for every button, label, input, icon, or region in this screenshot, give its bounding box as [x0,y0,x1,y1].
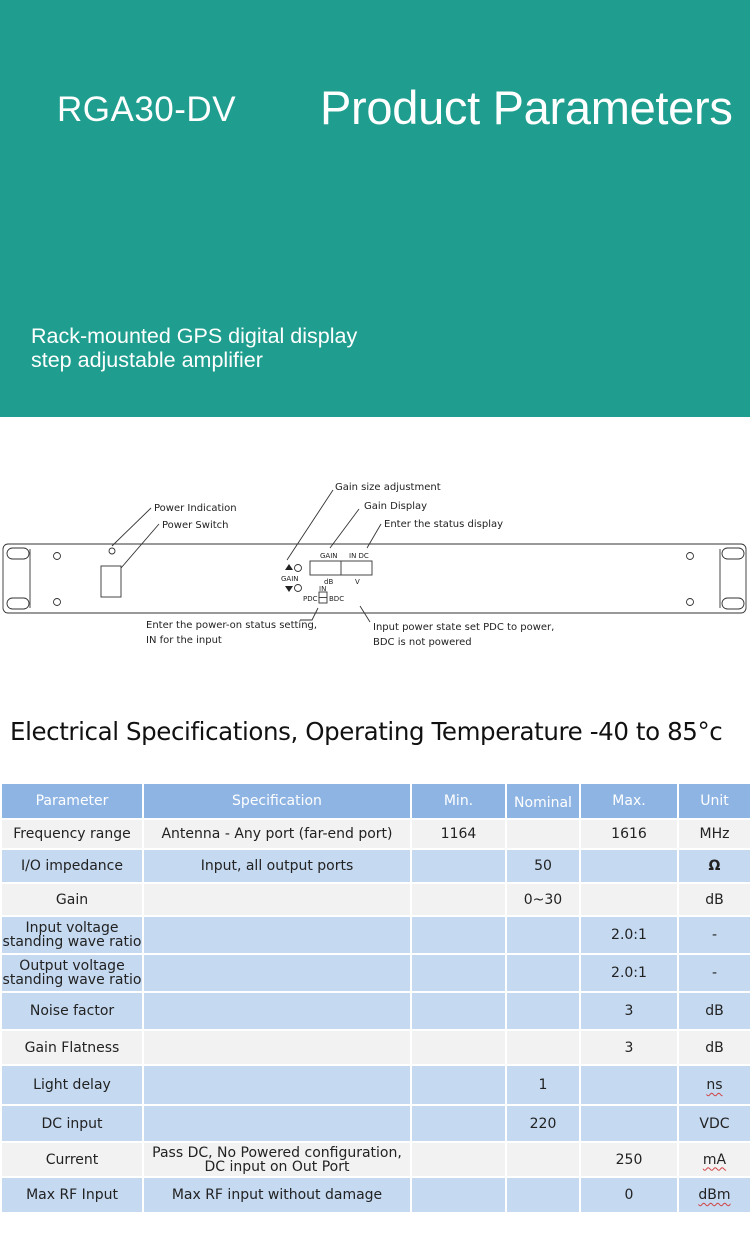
header-min: Min. [412,784,505,818]
cell-min [412,1178,505,1212]
cell-parameter: Gain Flatness [2,1031,142,1064]
cell-spec [144,1143,410,1176]
cell-spec: Max RF input without damage [144,1178,410,1212]
cell-unit: dB [679,884,750,915]
rack-slot [722,548,744,559]
cell-parameter [2,955,142,991]
cell-min: 1164 [412,820,505,848]
panel-label-gain-knob: GAIN [281,575,299,583]
cell-max: 2.0:1 [581,917,677,953]
callout-power-on-status-1: Enter the power-on status setting, [146,620,318,631]
cell-parameter: Max RF Input [2,1178,142,1212]
panel-label-pdc: PDC [303,595,318,603]
cell-nominal: 220 [507,1106,579,1141]
cell-unit: - [679,917,750,953]
gain-up-button [295,565,302,572]
callout-power-indication: Power Indication [154,503,237,514]
cell-nominal: 0~30 [507,884,579,915]
cell-spec: Input, all output ports [144,850,410,882]
table-row [2,820,750,848]
cell-min [412,955,505,991]
cell-unit-text: mA [702,1151,727,1168]
cell-spec [144,1106,410,1141]
callout-line [287,490,333,560]
cell-spec [144,955,410,991]
cell-nominal [507,917,579,953]
cell-parameter-line-1: Input voltage [25,920,119,936]
table-row [2,850,750,882]
cell-max [581,884,677,915]
cell-min [412,884,505,915]
cell-spec: Antenna - Any port (far-end port) [144,820,410,848]
callout-gain-size: Gain size adjustment [335,482,441,493]
cell-parameter-line-2: standing wave ratio [2,934,142,950]
header-specification: Specification [144,784,410,818]
callout-status-display: Enter the status display [384,519,504,530]
cell-nominal [507,1143,579,1176]
cell-parameter: Noise factor [2,993,142,1029]
cell-parameter-line-2: standing wave ratio [2,972,142,988]
front-panel-diagram [0,470,750,660]
cell-nominal [507,1178,579,1212]
cell-max: 250 [581,1143,677,1176]
header-nominal: Nominal [507,784,579,818]
cell-min [412,917,505,953]
power-switch [101,566,121,597]
rack-slot [7,598,29,609]
cell-unit: dB [679,1031,750,1064]
cell-parameter: Current [2,1143,142,1176]
model-name: RGA30-DV [57,90,237,129]
cell-max [581,1106,677,1141]
cell-nominal: 50 [507,850,579,882]
cell-max [581,1066,677,1104]
cell-min [412,1066,505,1104]
cell-unit [679,1066,750,1104]
header-unit: Unit [679,784,750,818]
cell-max: 0 [581,1178,677,1212]
cell-unit: MHz [679,820,750,848]
cell-unit: - [679,955,750,991]
rack-slot [722,598,744,609]
cell-parameter-line-1: Output voltage [19,958,125,974]
cell-min [412,993,505,1029]
cell-parameter: DC input [2,1106,142,1141]
table-row [2,955,750,991]
cell-parameter [2,917,142,953]
product-subtitle [31,324,357,372]
cell-min [412,1106,505,1141]
gain-down-button [295,585,302,592]
cell-nominal [507,1031,579,1064]
page-title: Product Parameters [320,81,733,134]
callout-power-switch: Power Switch [162,520,229,531]
panel-label-db: dB [324,578,334,586]
cell-unit-text: dBm [698,1187,731,1203]
table-row [2,1066,750,1104]
cell-nominal [507,993,579,1029]
table-row [2,1143,750,1176]
panel-label-gain: GAIN [320,552,338,560]
cell-max: 3 [581,993,677,1029]
cell-min [412,1031,505,1064]
subtitle-line-2: step adjustable amplifier [31,348,263,372]
table-row [2,917,750,953]
cell-min [412,850,505,882]
cell-unit [679,1178,750,1212]
cell-min [412,1143,505,1176]
cell-parameter: Gain [2,884,142,915]
table-header-row [2,784,750,818]
cell-max [581,850,677,882]
cell-spec [144,993,410,1029]
callout-input-power-2: BDC is not powered [373,637,472,648]
callout-input-power-1: Input power state set PDC to power, [373,622,555,633]
callout-gain-display: Gain Display [364,501,428,512]
rack-slot [7,548,29,559]
cell-unit: Ω [679,850,750,882]
callout-power-on-status-2: IN for the input [146,635,222,646]
cell-nominal [507,955,579,991]
cell-unit: dB [679,993,750,1029]
spec-table [0,782,750,1214]
cell-unit [679,1143,750,1176]
cell-spec [144,1031,410,1064]
cell-parameter: Light delay [2,1066,142,1104]
panel-label-in: IN [319,585,327,593]
cell-spec [144,917,410,953]
table-row [2,993,750,1029]
table-row [2,1178,750,1212]
table-row [2,884,750,915]
cell-parameter: I/O impedance [2,850,142,882]
table-row [2,1106,750,1141]
subtitle-line-1: Rack-mounted GPS digital display [31,324,358,348]
cell-unit-text: ns [706,1077,723,1093]
cell-spec [144,1066,410,1104]
table-row [2,1031,750,1064]
cell-spec-line-2: DC input on Out Port [204,1158,350,1175]
cell-parameter: Frequency range [2,820,142,848]
header-max: Max. [581,784,677,818]
spec-section-title: Electrical Specifications, Operating Temperature -40 to 85°c [10,717,723,746]
cell-max: 3 [581,1031,677,1064]
cell-unit: VDC [679,1106,750,1141]
power-indicator-led [109,548,115,554]
panel-label-v: V [355,578,360,586]
cell-spec-line-1: Pass DC, No Powered configuration, [152,1144,402,1161]
cell-nominal [507,820,579,848]
cell-max: 1616 [581,820,677,848]
cell-spec [144,884,410,915]
panel-label-bdc: BDC [329,595,345,603]
cell-max: 2.0:1 [581,955,677,991]
hero-banner [0,0,750,417]
header-parameter: Parameter [2,784,142,818]
panel-label-in-dc: IN DC [349,552,369,560]
cell-nominal: 1 [507,1066,579,1104]
panel-outline [3,544,746,613]
